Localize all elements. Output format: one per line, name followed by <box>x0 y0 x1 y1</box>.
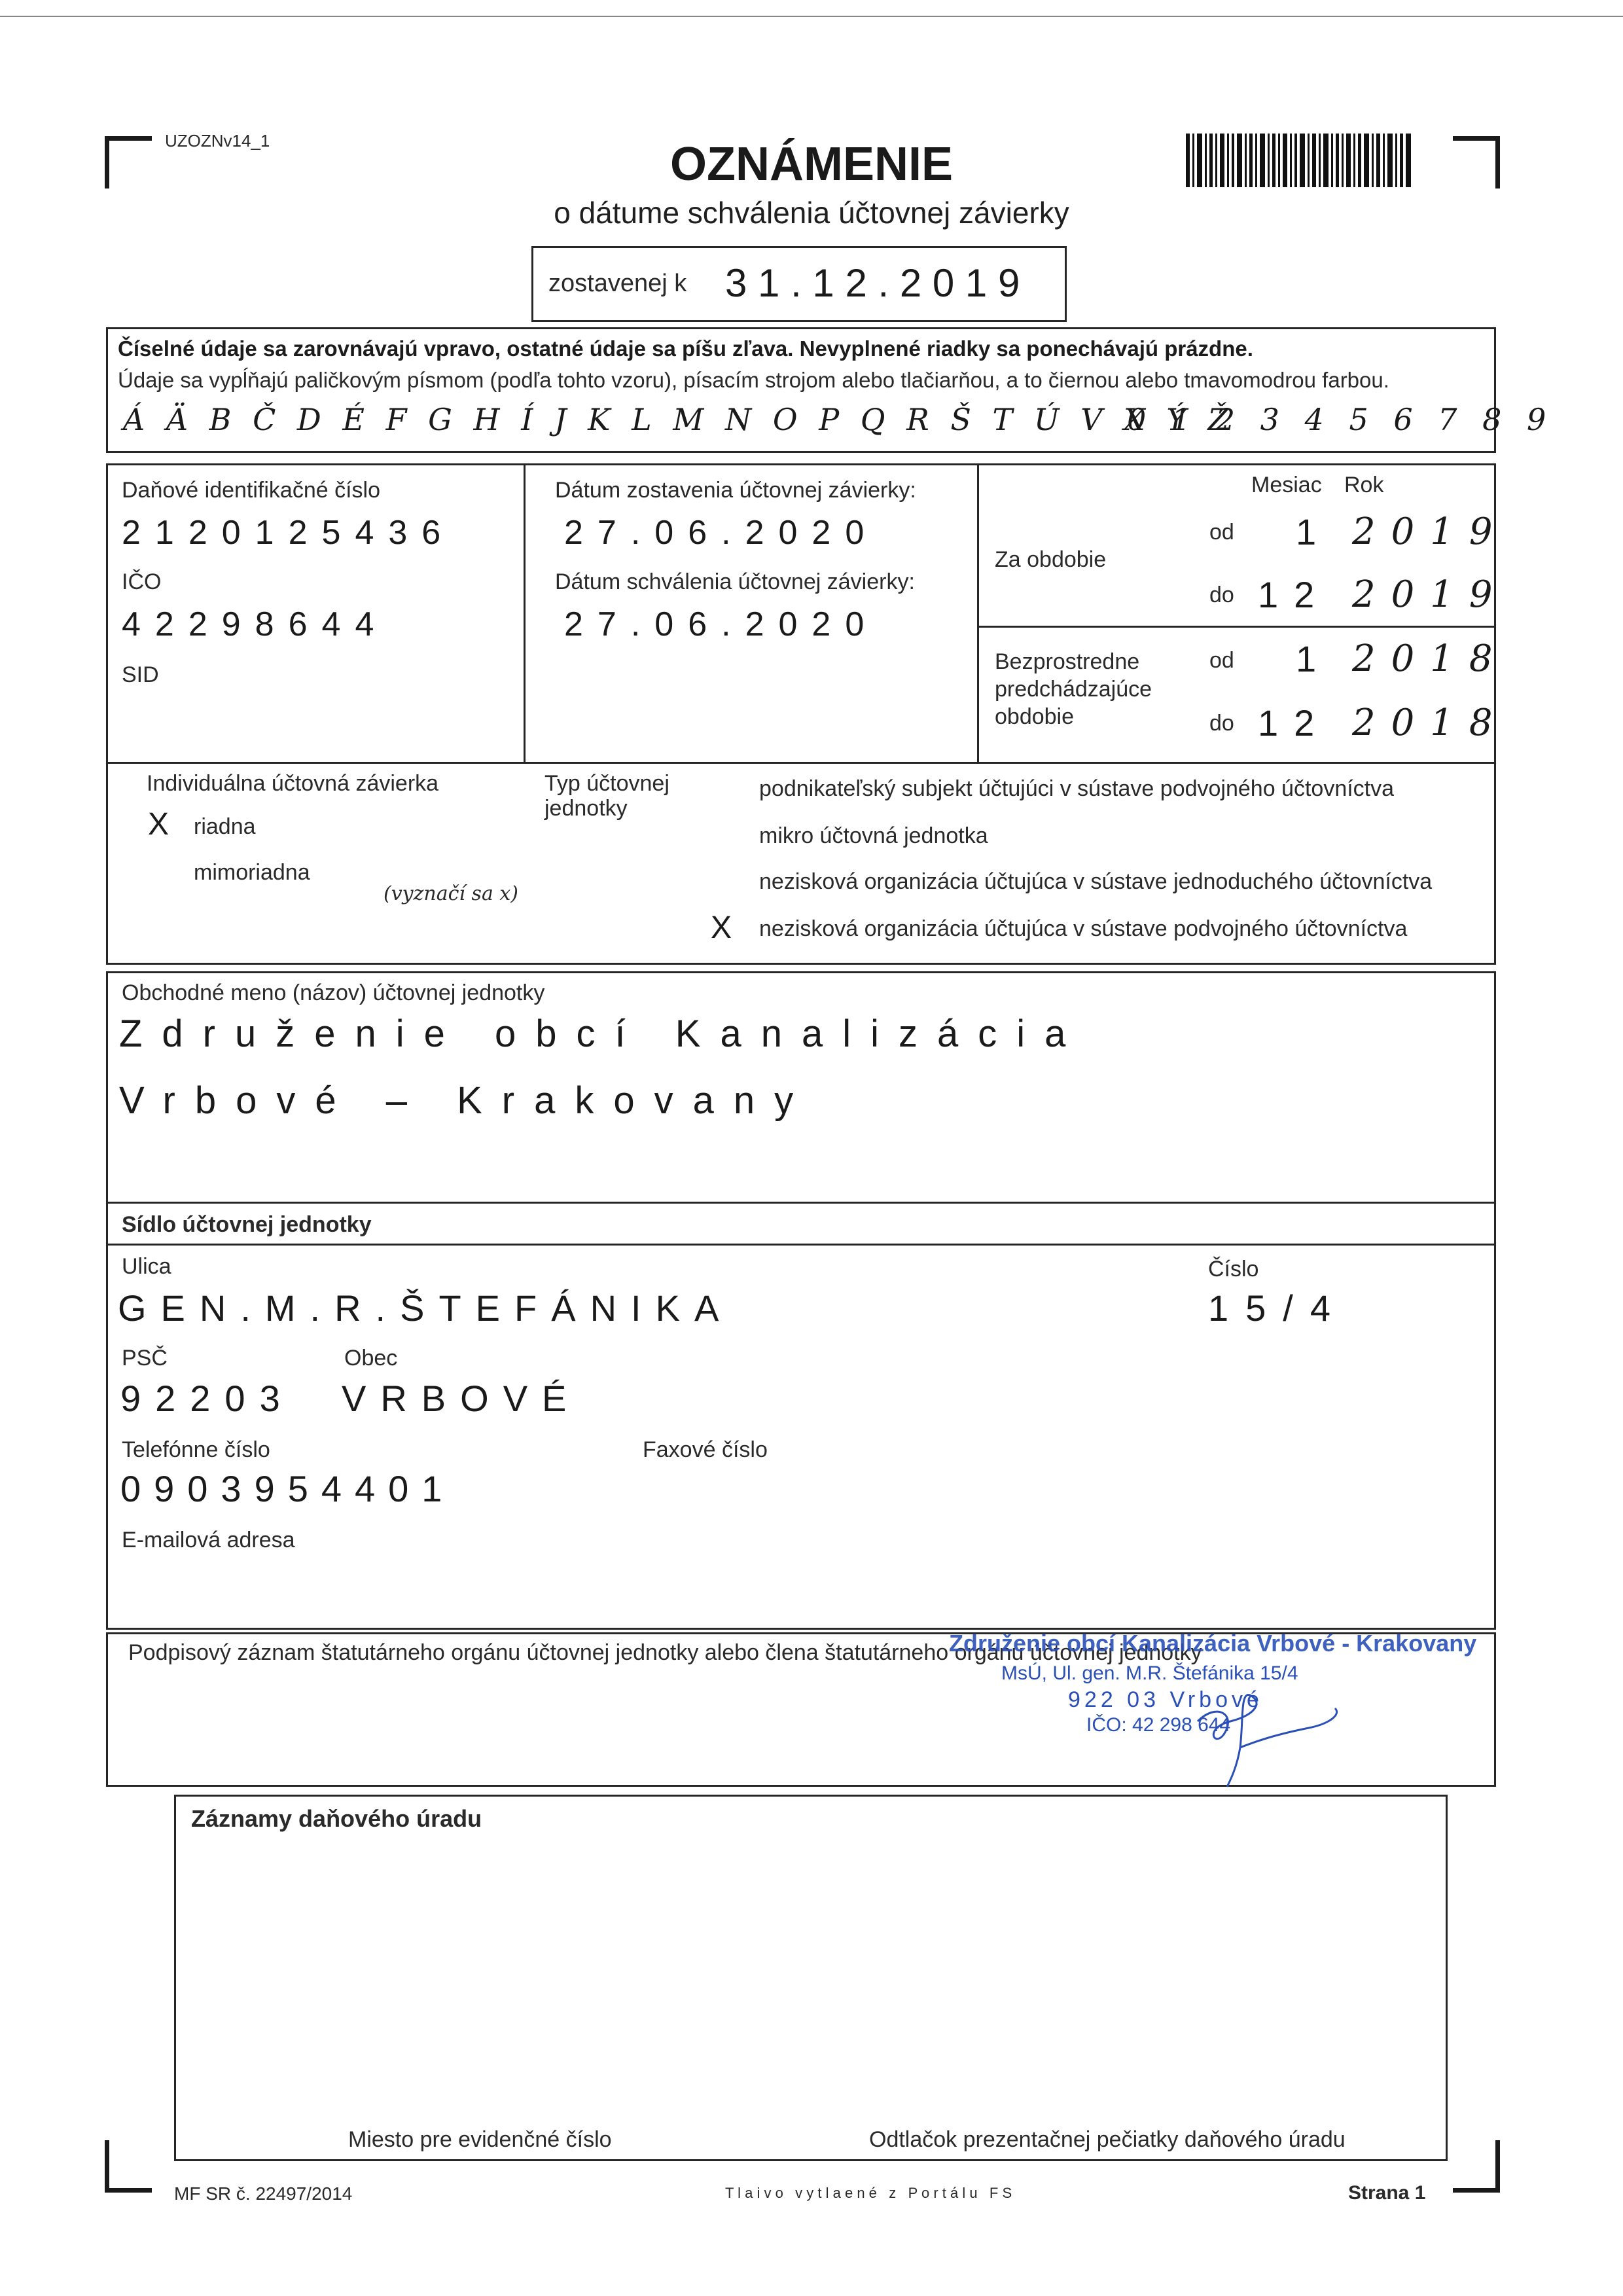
unit-type-label: Typ účtovnej jednotky <box>544 771 669 821</box>
divider-seat-bottom <box>106 1244 1496 1246</box>
zip-label: PSČ <box>122 1346 168 1371</box>
unit-type-option-4-checkbox[interactable]: X <box>711 910 732 945</box>
divider-statement <box>106 762 1496 764</box>
unit-type-option-1: podnikateľský subjekt účtujúci v sústave podvojného účtovníctva <box>759 776 1395 801</box>
current-from-label: od <box>1209 520 1234 545</box>
entity-name-line-2: Vrbové – Krakovany <box>119 1079 813 1122</box>
tax-office-stamp-label: Odtlačok prezentačnej pečiatky daňového úradu <box>869 2127 1346 2152</box>
regular-checkbox[interactable]: X <box>148 807 169 842</box>
divider-seat-top <box>106 1202 1496 1204</box>
current-from-month: 1 <box>1296 511 1317 552</box>
email-label: E-mailová adresa <box>122 1528 295 1552</box>
footer-page-number: Strana 1 <box>1348 2182 1426 2204</box>
previous-from-year: 2018 <box>1352 637 1508 680</box>
stamp-line-4: IČO: 42 298 644 <box>1086 1714 1231 1736</box>
signature-label: Podpisový záznam štatutárneho orgánu účtovnej jednotky alebo člena štatutárneho orgánu účtovnej jednotky <box>128 1640 1202 1665</box>
form-code: UZOZNv14_1 <box>165 131 270 151</box>
street-value: GEN.M.R.ŠTEFÁNIKA <box>118 1287 734 1329</box>
current-to-month: 12 <box>1258 574 1330 615</box>
previous-from-label: od <box>1209 648 1234 673</box>
compiled-date-label: zostavenej k <box>548 270 687 297</box>
divider-periods <box>977 626 1496 628</box>
entity-name-line-1: Združenie obcí Kanalizácia <box>119 1013 1086 1055</box>
entity-name-label: Obchodné meno (názov) účtovnej jednotky <box>122 980 545 1005</box>
dic-value: 2120125436 <box>122 514 455 552</box>
divider-dates-periods <box>977 463 979 763</box>
mark-hint: (vyznačí sa x) <box>383 882 518 905</box>
corner-mark-bottom-left <box>105 2140 109 2193</box>
ico-value: 42298644 <box>122 605 389 643</box>
stamp-line-3: 922 03 Vrbové <box>1068 1687 1263 1712</box>
month-column-label: Mesiac <box>1251 473 1322 497</box>
seat-label: Sídlo účtovnej jednotky <box>122 1212 372 1237</box>
corner-mark-bottom-right-h <box>1453 2188 1500 2193</box>
previous-to-month: 12 <box>1258 702 1330 744</box>
current-to-label: do <box>1209 583 1234 607</box>
city-value: VRBOVÉ <box>342 1378 581 1419</box>
sid-label: SID <box>122 662 159 687</box>
approved-date-field-label: Dátum schválenia účtovnej závierky: <box>555 569 915 594</box>
previous-period-label: Bezprostredne predchádzajúce obdobie <box>995 649 1152 729</box>
footer-printed-note: T l a i v o v y t l a e n é z P o r t á l u F S <box>725 2185 1012 2201</box>
dic-label: Daňové identifikačné číslo <box>122 478 381 503</box>
footer-form-number: MF SR č. 22497/2014 <box>174 2183 353 2204</box>
compiled-date-field-label: Dátum zostavenia účtovnej závierky: <box>555 478 916 503</box>
compiled-date-field-value: 27.06.2020 <box>564 514 879 552</box>
registry-number-label: Miesto pre evidenčné číslo <box>348 2127 612 2152</box>
zip-value: 92203 <box>120 1378 294 1419</box>
corner-mark-bottom-right <box>1495 2140 1500 2193</box>
scan-top-line <box>0 16 1623 17</box>
compiled-date-value: 3 1 . 1 2 . 2 0 1 9 <box>725 261 1020 305</box>
statement-type-label: Individuálna účtovná závierka <box>147 771 439 796</box>
street-label: Ulica <box>122 1254 171 1279</box>
barcode-icon <box>1186 134 1412 187</box>
unit-type-option-4: nezisková organizácia účtujúca v sústave podvojného účtovníctva <box>759 916 1408 941</box>
ico-label: IČO <box>122 569 162 594</box>
instructions-line-1: Číselné údaje sa zarovnávajú vpravo, ostatné údaje sa píšu zľava. Nevyplnené riadky sa ponechávajú prázdne. <box>118 336 1253 361</box>
tax-office-box <box>174 1795 1448 2161</box>
number-label: Číslo <box>1208 1257 1259 1282</box>
corner-mark-bottom-left-h <box>105 2188 152 2193</box>
phone-label: Telefónne číslo <box>122 1437 270 1462</box>
unit-type-option-2: mikro účtovná jednotka <box>759 823 988 848</box>
instructions-line-2: Údaje sa vypĺňajú paličkovým písmom (podľa tohto vzoru), písacím strojom alebo tlačiarňou, a to čiernou alebo tmavomodrou farbou. <box>118 368 1389 392</box>
city-label: Obec <box>344 1346 398 1371</box>
divider-id-dates <box>524 463 526 763</box>
current-from-year: 2019 <box>1352 511 1508 553</box>
unit-type-option-3: nezisková organizácia účtujúca v sústave jednoduchého účtovníctva <box>759 869 1433 894</box>
current-period-label: Za obdobie <box>995 547 1107 572</box>
previous-from-month: 1 <box>1296 638 1317 679</box>
previous-to-label: do <box>1209 711 1234 736</box>
phone-value: 0903954401 <box>120 1468 455 1509</box>
previous-to-year: 2018 <box>1352 702 1508 744</box>
sample-digits: 0 1 2 3 4 5 6 7 8 9 <box>1127 402 1554 437</box>
extraordinary-label: mimoriadna <box>194 860 310 885</box>
regular-label: riadna <box>194 814 256 839</box>
page-title: OZNÁMENIE <box>670 138 953 190</box>
fax-label: Faxové číslo <box>643 1437 768 1462</box>
handwritten-signature <box>1178 1676 1348 1793</box>
tax-office-title: Záznamy daňového úradu <box>191 1805 482 1832</box>
approved-date-field-value: 27.06.2020 <box>564 605 879 643</box>
number-value: 15/4 <box>1208 1287 1347 1329</box>
current-to-year: 2019 <box>1352 573 1508 616</box>
stamp-line-1: Združenie obcí Kanalizácia Vrbové - Krakovany <box>949 1630 1477 1657</box>
year-column-label: Rok <box>1344 473 1384 497</box>
page-subtitle: o dátume schválenia účtovnej závierky <box>554 196 1069 230</box>
sample-letters: Á Ä B Č D É F G H Í J K L M N O P Q R Š T Ú V X Ý Ž <box>123 402 1235 437</box>
stamp-line-2: MsÚ, Ul. gen. M.R. Štefánika 15/4 <box>1001 1662 1298 1684</box>
